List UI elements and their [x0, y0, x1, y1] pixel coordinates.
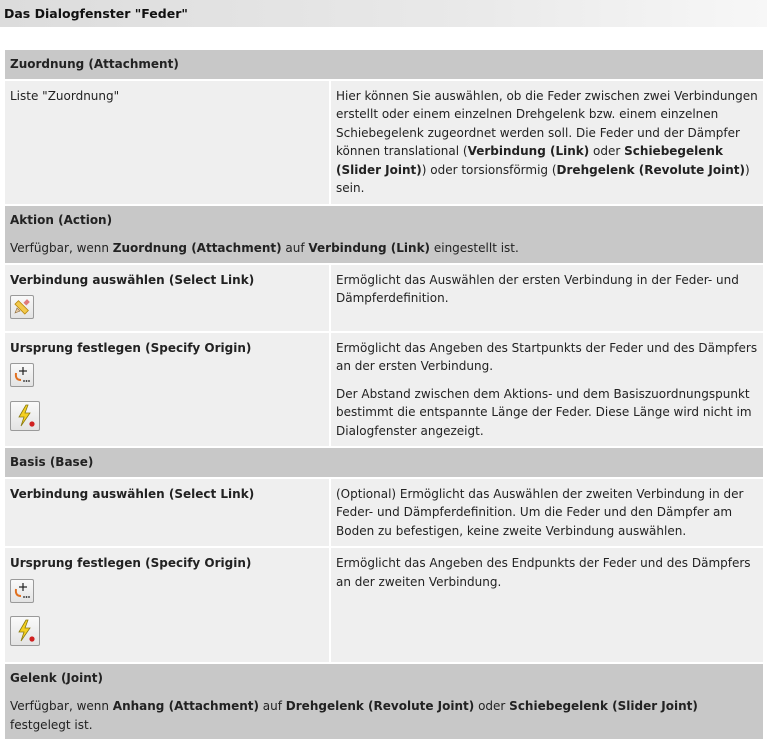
section-attachment	[4, 49, 764, 80]
lightning-origin-icon[interactable]	[10, 616, 40, 646]
base-origin-desc: Ermöglicht das Angeben des Endpunkts der Feder und des Dämpfers an der zweiten Verbindung.	[330, 547, 764, 663]
dialog-reference-table	[3, 48, 765, 741]
section-base	[4, 447, 764, 478]
section-joint-header: Gelenk (Joint)	[10, 670, 104, 685]
action-origin-label: Ursprung festlegen (Specify Origin)	[10, 340, 252, 355]
table-row	[4, 264, 764, 332]
section-attachment-header: Zuordnung (Attachment)	[4, 49, 764, 80]
section-base-header: Basis (Base)	[4, 447, 764, 478]
page-title: Das Dialogfenster "Feder"	[0, 0, 767, 27]
action-availability-note: Verfügbar, wenn Zuordnung (Attachment) auf Verbindung (Link) eingestellt ist.	[10, 241, 519, 255]
table-row	[4, 478, 764, 548]
action-origin-desc-1: Ermöglicht das Angeben des Startpunkts der Feder und des Dämpfers an der ersten Verbindung.	[336, 340, 758, 373]
base-origin-label: Ursprung festlegen (Specify Origin)	[10, 556, 252, 570]
base-select-link-label: Verbindung auswählen (Select Link)	[4, 478, 330, 548]
table-row	[4, 547, 764, 663]
table-row	[4, 80, 764, 205]
action-select-link-label: Verbindung auswählen (Select Link)	[10, 272, 255, 287]
section-action-header: Aktion (Action)	[10, 212, 113, 227]
origin-point-icon[interactable]	[10, 363, 34, 387]
section-joint	[4, 663, 764, 741]
base-select-link-desc: (Optional) Ermöglicht das Auswählen der zweiten Verbindung in der Feder- und Dämpferdefinition. Um die Feder und den Dämpfer am Boden zu befestigen, keine zweite Verbindung auswählen.	[330, 478, 764, 548]
action-origin-desc-2: Der Abstand zwischen dem Aktions- und dem Basiszuordnungspunkt bestimmt die entspannte Länge der Feder. Diese Länge wird nicht im Dialogfenster angezeigt.	[336, 386, 752, 438]
section-action	[4, 205, 764, 264]
origin-point-icon[interactable]	[10, 579, 34, 603]
pencil-select-icon[interactable]	[10, 295, 34, 319]
table-row	[4, 332, 764, 448]
action-select-link-desc: Ermöglicht das Auswählen der ersten Verbindung in der Feder- und Dämpferdefinition.	[330, 264, 764, 332]
attachment-list-label: Liste "Zuordnung"	[4, 80, 330, 205]
joint-availability-note: Verfügbar, wenn Anhang (Attachment) auf Drehgelenk (Revolute Joint) oder Schiebegelenk (Slider Joint) festgelegt ist.	[10, 699, 698, 732]
attachment-description: Hier können Sie auswählen, ob die Feder zwischen zwei Verbindungen erstellt oder einem einzelnen Drehgelenk bzw. einem einzelnen Schiebegelenk zugeordnet werden soll. Die Feder und der Dämpfer können translational (Verbindung (Link) oder Schiebegelenk (Slider Joint)) oder torsionsförmig (Drehgelenk (Revolute Joint)) sein.	[330, 80, 764, 205]
lightning-origin-icon[interactable]	[10, 401, 40, 431]
